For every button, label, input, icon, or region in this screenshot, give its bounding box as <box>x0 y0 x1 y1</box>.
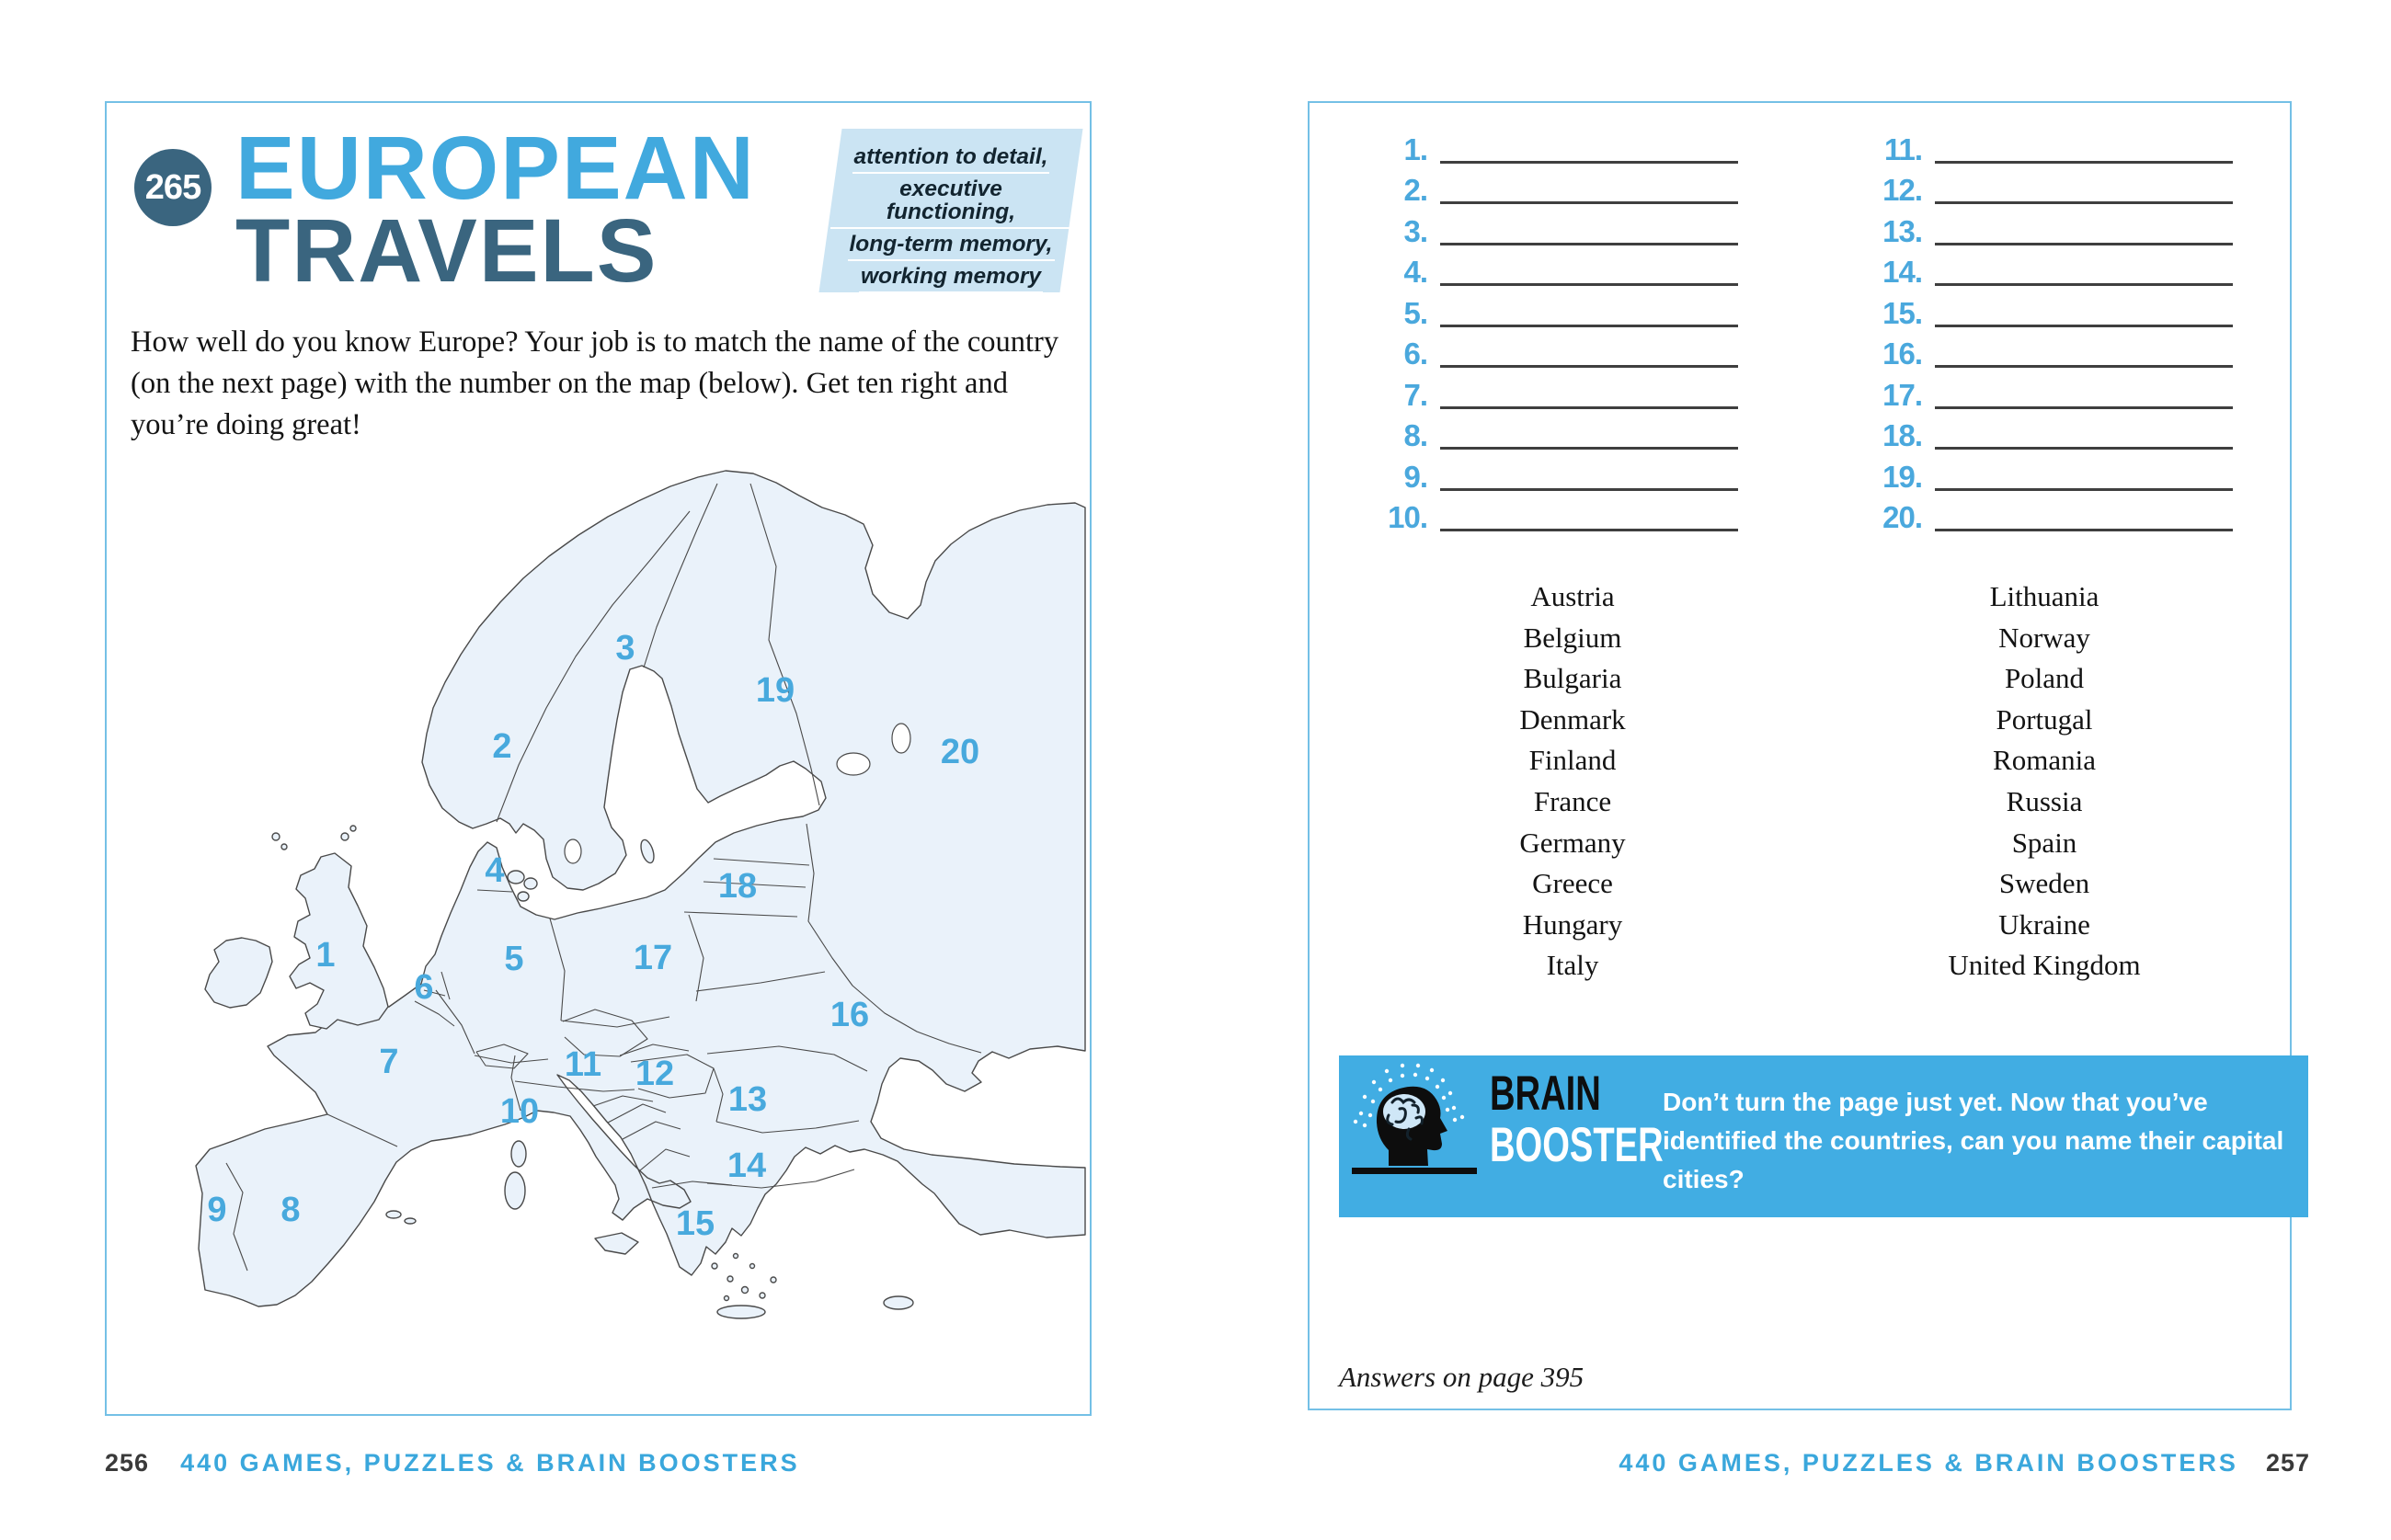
page-title <box>235 118 756 301</box>
answer-number: 15. <box>1882 295 1922 330</box>
answer-blank-line[interactable] <box>1935 201 2233 204</box>
country-list-column-2 <box>1856 576 2233 987</box>
country-option: Norway <box>1998 621 2090 654</box>
title-line-1: EUROPEAN <box>235 118 756 218</box>
answer-blank-line[interactable] <box>1440 325 1738 327</box>
answer-row <box>1839 213 2233 257</box>
answer-number: 17. <box>1882 377 1922 412</box>
book-title: 440 GAMES, PUZZLES & BRAIN BOOSTERS <box>1619 1449 2238 1477</box>
gotland-island <box>638 838 656 864</box>
denmark-island <box>518 892 529 901</box>
great-britain-island <box>290 853 388 1029</box>
answer-number: 11. <box>1883 131 1922 166</box>
answer-number: 19. <box>1882 459 1922 494</box>
aegean-island <box>742 1287 749 1294</box>
country-option: Sweden <box>1998 867 2090 900</box>
skill-label: working memory <box>859 261 1043 293</box>
answer-row <box>1839 257 2233 299</box>
page-number: 256 <box>105 1449 150 1477</box>
country-option: Poland <box>2004 662 2085 695</box>
answer-number: 7. <box>1403 377 1427 412</box>
answer-row <box>1839 377 2233 421</box>
aegean-island <box>725 1296 729 1301</box>
answer-row <box>1344 295 1738 339</box>
answer-number: 10. <box>1388 500 1427 534</box>
faroe-island <box>281 844 287 850</box>
sardinia-island <box>505 1172 525 1209</box>
answer-number: 18. <box>1882 418 1922 452</box>
answer-row <box>1839 459 2233 503</box>
answer-number: 16. <box>1882 337 1922 371</box>
ireland-island <box>205 938 272 1008</box>
country-option: Lithuania <box>1989 580 2099 612</box>
instructions-line: How well do you know Europe? Your job is to match the name of the country <box>131 325 1059 359</box>
answer-number: 6. <box>1403 337 1427 371</box>
answer-blanks-column-1 <box>1344 131 1738 543</box>
map-number-19: 19 <box>755 671 795 710</box>
answer-row <box>1344 131 1738 176</box>
country-option: Bulgaria <box>1523 662 1622 695</box>
sicily-island <box>595 1233 638 1254</box>
answer-number: 13. <box>1882 213 1922 248</box>
map-number-1: 1 <box>315 936 336 975</box>
answer-blank-line[interactable] <box>1935 447 2233 450</box>
answer-number: 5. <box>1403 295 1427 330</box>
map-number-13: 13 <box>727 1080 768 1119</box>
answer-blanks-column-2 <box>1839 131 2233 543</box>
map-number-18: 18 <box>717 867 758 906</box>
country-option: Spain <box>2011 826 2077 859</box>
brain-booster-callout <box>1339 1055 2308 1217</box>
balearic-island <box>386 1211 401 1218</box>
map-number-7: 7 <box>379 1043 399 1081</box>
answer-blank-line[interactable] <box>1935 325 2233 327</box>
brain-booster-title-line-1: BRAIN <box>1490 1067 1601 1121</box>
answer-row <box>1839 418 2233 462</box>
answer-blank-line[interactable] <box>1440 243 1738 245</box>
puzzle-number: 265 <box>144 167 201 207</box>
answer-blank-line[interactable] <box>1440 365 1738 368</box>
puzzle-number-badge <box>134 149 212 226</box>
brain-booster-title-line-2: BOOSTER <box>1490 1118 1664 1172</box>
map-number-4: 4 <box>485 851 505 890</box>
brain-booster-title <box>1490 1068 1664 1171</box>
country-option: Ukraine <box>1998 907 2090 941</box>
lake <box>892 724 910 753</box>
puzzle-instructions <box>131 322 1082 446</box>
skill-label: executive functioning, <box>830 174 1071 229</box>
answer-row <box>1839 339 2233 381</box>
faroe-island <box>272 833 280 840</box>
country-option: Finland <box>1528 744 1617 777</box>
country-option: Russia <box>2006 784 2083 817</box>
europe-map <box>118 458 1091 1414</box>
answer-blank-line[interactable] <box>1935 406 2233 409</box>
answer-blank-line[interactable] <box>1935 243 2233 245</box>
map-number-6: 6 <box>414 968 434 1007</box>
map-number-15: 15 <box>675 1204 715 1243</box>
map-number-16: 16 <box>829 996 870 1034</box>
map-number-20: 20 <box>940 733 980 771</box>
country-option: Greece <box>1532 867 1613 900</box>
country-option: Portugal <box>1996 702 2093 736</box>
map-number-2: 2 <box>492 727 512 766</box>
denmark-island <box>524 878 537 889</box>
corsica-island <box>511 1141 526 1167</box>
balearic-island <box>405 1218 416 1224</box>
answer-number: 2. <box>1403 173 1427 207</box>
answer-number: 9. <box>1403 459 1427 494</box>
answer-row <box>1344 173 1738 217</box>
skill-label: attention to detail, <box>852 142 1050 174</box>
map-number-14: 14 <box>726 1146 767 1185</box>
ground-bar <box>1352 1168 1477 1174</box>
country-option: Denmark <box>1519 702 1626 736</box>
answer-number: 20. <box>1882 500 1922 534</box>
map-number-5: 5 <box>504 940 524 978</box>
instructions-line: (on the next page) with the number on the map (below). Get ten right and <box>131 366 1008 400</box>
map-number-12: 12 <box>635 1055 675 1093</box>
aegean-island <box>734 1254 738 1259</box>
answer-row <box>1839 131 2233 176</box>
answer-row <box>1344 257 1738 299</box>
map-number-10: 10 <box>499 1092 540 1131</box>
map-number-3: 3 <box>615 629 635 667</box>
aegean-island <box>750 1264 755 1269</box>
answer-blank-line[interactable] <box>1935 161 2233 164</box>
left-page-footer <box>105 1449 800 1477</box>
answer-blank-line[interactable] <box>1935 488 2233 491</box>
right-page-footer <box>1619 1449 2310 1477</box>
country-option: Austria <box>1530 580 1615 612</box>
answer-blank-line[interactable] <box>1440 283 1738 286</box>
answer-blank-line[interactable] <box>1935 365 2233 368</box>
lake <box>565 839 581 863</box>
title-line-2: TRAVELS <box>235 200 658 301</box>
map-number-11: 11 <box>564 1045 602 1084</box>
cyprus-island <box>884 1296 913 1309</box>
aegean-island <box>760 1293 765 1298</box>
answer-row <box>1344 459 1738 503</box>
skill-label: long-term memory, <box>848 229 1055 261</box>
map-number-17: 17 <box>633 939 673 977</box>
answer-blank-line[interactable] <box>1440 161 1738 164</box>
answer-blank-line[interactable] <box>1935 283 2233 286</box>
answer-row <box>1344 213 1738 257</box>
answer-blank-line[interactable] <box>1440 447 1738 450</box>
answer-blank-line[interactable] <box>1440 488 1738 491</box>
lake <box>837 753 870 775</box>
answer-blank-line[interactable] <box>1440 201 1738 204</box>
aegean-island <box>771 1277 776 1283</box>
answers-note: Answers on page 395 <box>1339 1361 1584 1393</box>
country-option: Germany <box>1519 826 1626 859</box>
answer-blank-line[interactable] <box>1440 529 1738 531</box>
map-number-9: 9 <box>207 1191 227 1229</box>
crete-island <box>717 1306 765 1318</box>
skills-tag <box>830 129 1071 292</box>
answer-number: 8. <box>1403 418 1427 452</box>
country-option: Belgium <box>1523 621 1622 654</box>
answer-row <box>1344 500 1738 544</box>
answer-row <box>1344 418 1738 462</box>
aegean-island <box>712 1263 717 1269</box>
brain-booster-head-icon <box>1352 1063 1481 1186</box>
country-option: United Kingdom <box>1948 949 2141 982</box>
country-option: Hungary <box>1522 907 1623 941</box>
page-number: 257 <box>2265 1449 2310 1477</box>
answer-number: 12. <box>1882 173 1922 207</box>
country-option: France <box>1533 784 1612 817</box>
answer-number: 14. <box>1882 255 1922 289</box>
answer-row <box>1344 339 1738 381</box>
answer-row <box>1839 295 2233 339</box>
country-list-column-1 <box>1387 576 1758 987</box>
map-number-8: 8 <box>280 1191 301 1229</box>
country-option: Italy <box>1546 949 1599 982</box>
brain-booster-text: Don’t turn the page just yet. Now that you’ve identified the countries, can you name their capital cities? <box>1663 1088 2284 1193</box>
answer-number: 3. <box>1403 213 1427 248</box>
book-title: 440 GAMES, PUZZLES & BRAIN BOOSTERS <box>180 1449 800 1477</box>
answer-number: 1. <box>1403 131 1427 166</box>
answer-row <box>1344 377 1738 421</box>
aegean-island <box>727 1276 733 1282</box>
answer-row <box>1839 173 2233 217</box>
denmark-island <box>508 871 524 884</box>
answer-row <box>1839 500 2233 544</box>
answer-blank-line[interactable] <box>1935 529 2233 531</box>
country-option: Romania <box>1993 744 2096 777</box>
instructions-line: you’re doing great! <box>131 407 361 441</box>
answer-number: 4. <box>1403 255 1427 289</box>
shetland-island <box>341 833 349 840</box>
shetland-island <box>350 826 356 831</box>
answer-blank-line[interactable] <box>1440 406 1738 409</box>
